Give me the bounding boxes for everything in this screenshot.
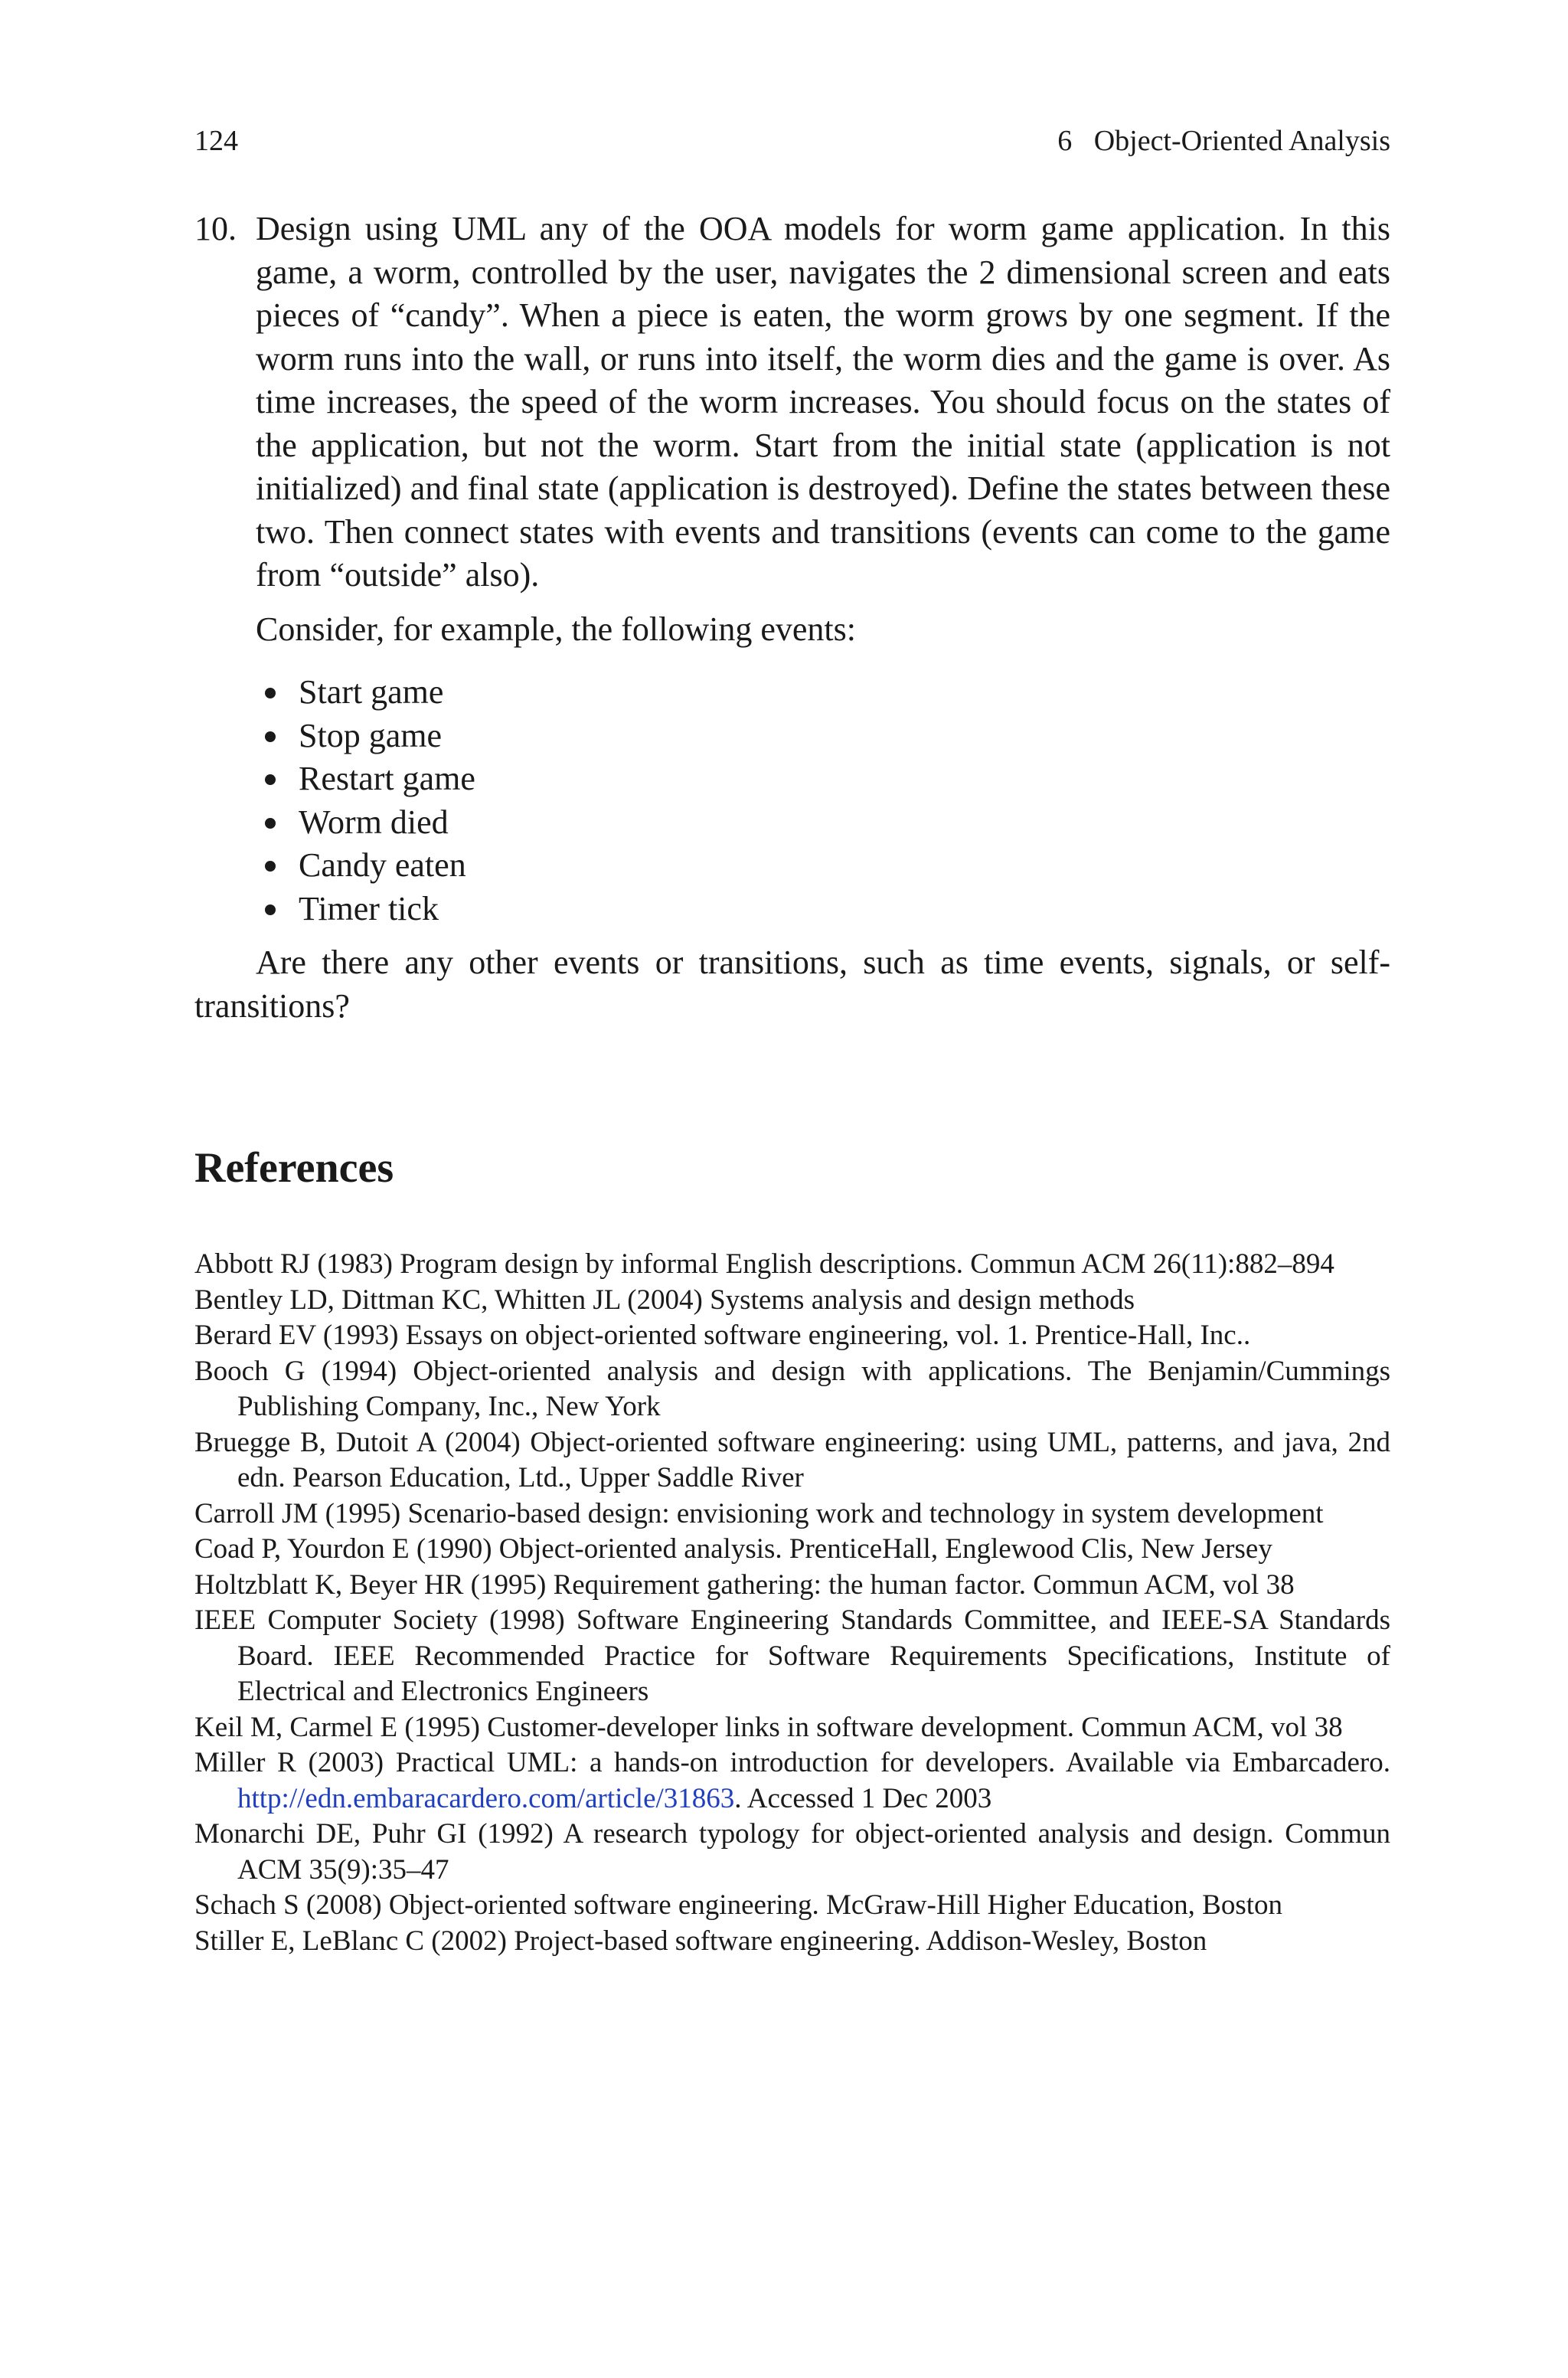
bullet-icon: [265, 818, 276, 829]
reference-entry: Coad P, Yourdon E (1990) Object-oriented analysis. PrenticeHall, Englewood Clis, New Jersey: [194, 1533, 1272, 1565]
event-label: Start game: [299, 673, 444, 711]
event-item: [256, 671, 1390, 715]
reference-entry: Stiller E, LeBlanc C (2002) Project-based software engineering. Addison-Wesley, Boston: [194, 1925, 1207, 1957]
bullet-icon: [265, 904, 276, 915]
references-heading: References: [194, 1144, 394, 1192]
bullet-icon: [265, 688, 276, 698]
event-item: [256, 715, 1390, 758]
bullet-icon: [265, 774, 276, 785]
bullet-icon: [265, 861, 276, 872]
reference-entry: Carroll JM (1995) Scenario-based design: envisioning work and technology in system development: [194, 1497, 1324, 1529]
event-label: Timer tick: [299, 889, 439, 927]
exercise-number: 10.: [194, 210, 237, 247]
event-item: [256, 888, 1390, 931]
event-label: Stop game: [299, 716, 442, 754]
reference-entry: Bentley LD, Dittman KC, Whitten JL (2004) Systems analysis and design methods: [194, 1284, 1135, 1316]
exercise-item: [194, 208, 1390, 597]
exercise-10: [194, 208, 1390, 1028]
reference-entry: Abbott RJ (1983) Program design by informal English descriptions. Commun ACM 26(11):882–894: [194, 1248, 1334, 1280]
reference-entry: IEEE Computer Society (1998) Software Engineering Standards Committee, and IEEE-SA Standards Board. IEEE Recommended Practice for Software Requirements Specifications, Institute of Electrical and Electronics Engineers: [194, 1604, 1390, 1707]
event-item: [256, 844, 1390, 888]
event-label: Worm died: [299, 803, 449, 841]
consider-text: Consider, for example, the following events:: [256, 610, 856, 648]
event-list: [194, 671, 1390, 931]
event-label: Candy eaten: [299, 846, 466, 884]
exercise-text: Design using UML any of the OOA models for worm game application. In this game, a worm, controlled by the user, navigates the 2 dimensional screen and eats pieces of “candy”. When a piece is eaten, the worm grows by one segment. If the worm runs into the wall, or runs into itself, the worm dies and the game is over. As time increases, the speed of the worm increases. You should focus on the states of the application, but not the worm. Start from the initial state (application is not initialized) and final state (application is destroyed). Define the states between these two. Then connect states with events and transitions (events can come to the game from “outside” also).: [256, 210, 1390, 594]
chapter-title: 6 Object-Oriented Analysis: [1057, 125, 1390, 157]
reference-entry: Booch G (1994) Object-oriented analysis and design with applications. The Benjamin/Cummings Publishing Company, Inc., New York: [194, 1355, 1390, 1422]
event-item: [256, 801, 1390, 845]
event-item: [256, 757, 1390, 801]
reference-list: [194, 1247, 1390, 1959]
reference-entry: Berard EV (1993) Essays on object-oriented software engineering, vol. 1. Prentice-Hall, Inc..: [194, 1320, 1251, 1351]
event-label: Restart game: [299, 760, 475, 797]
reference-entry: Keil M, Carmel E (1995) Customer-developer links in software development. Commun ACM, vol 38: [194, 1711, 1343, 1743]
reference-link[interactable]: http://edn.embaracardero.com/article/31863: [237, 1782, 735, 1814]
bullet-icon: [265, 731, 276, 742]
page-number: 124: [194, 125, 238, 157]
question-text: Are there any other events or transitions, such as time events, signals, or self-transitions?: [194, 944, 1390, 1025]
reference-entry: Bruegge B, Dutoit A (2004) Object-oriented software engineering: using UML, patterns, and java, 2nd edn. Pearson Education, Ltd., Upper Saddle River: [194, 1426, 1390, 1493]
reference-entry: Miller R (2003) Practical UML: a hands-on introduction for developers. Available via Embarcadero. http://edn.embaracardero.com/article/31863. Accessed 1 Dec 2003: [194, 1747, 1390, 1814]
reference-entry: Monarchi DE, Puhr GI (1992) A research typology for object-oriented analysis and design. Commun ACM 35(9):35–47: [194, 1818, 1390, 1886]
reference-entry: Schach S (2008) Object-oriented software engineering. McGraw-Hill Higher Education, Boston: [194, 1889, 1283, 1921]
reference-entry: Holtzblatt K, Beyer HR (1995) Requirement gathering: the human factor. Commun ACM, vol 38: [194, 1568, 1295, 1601]
